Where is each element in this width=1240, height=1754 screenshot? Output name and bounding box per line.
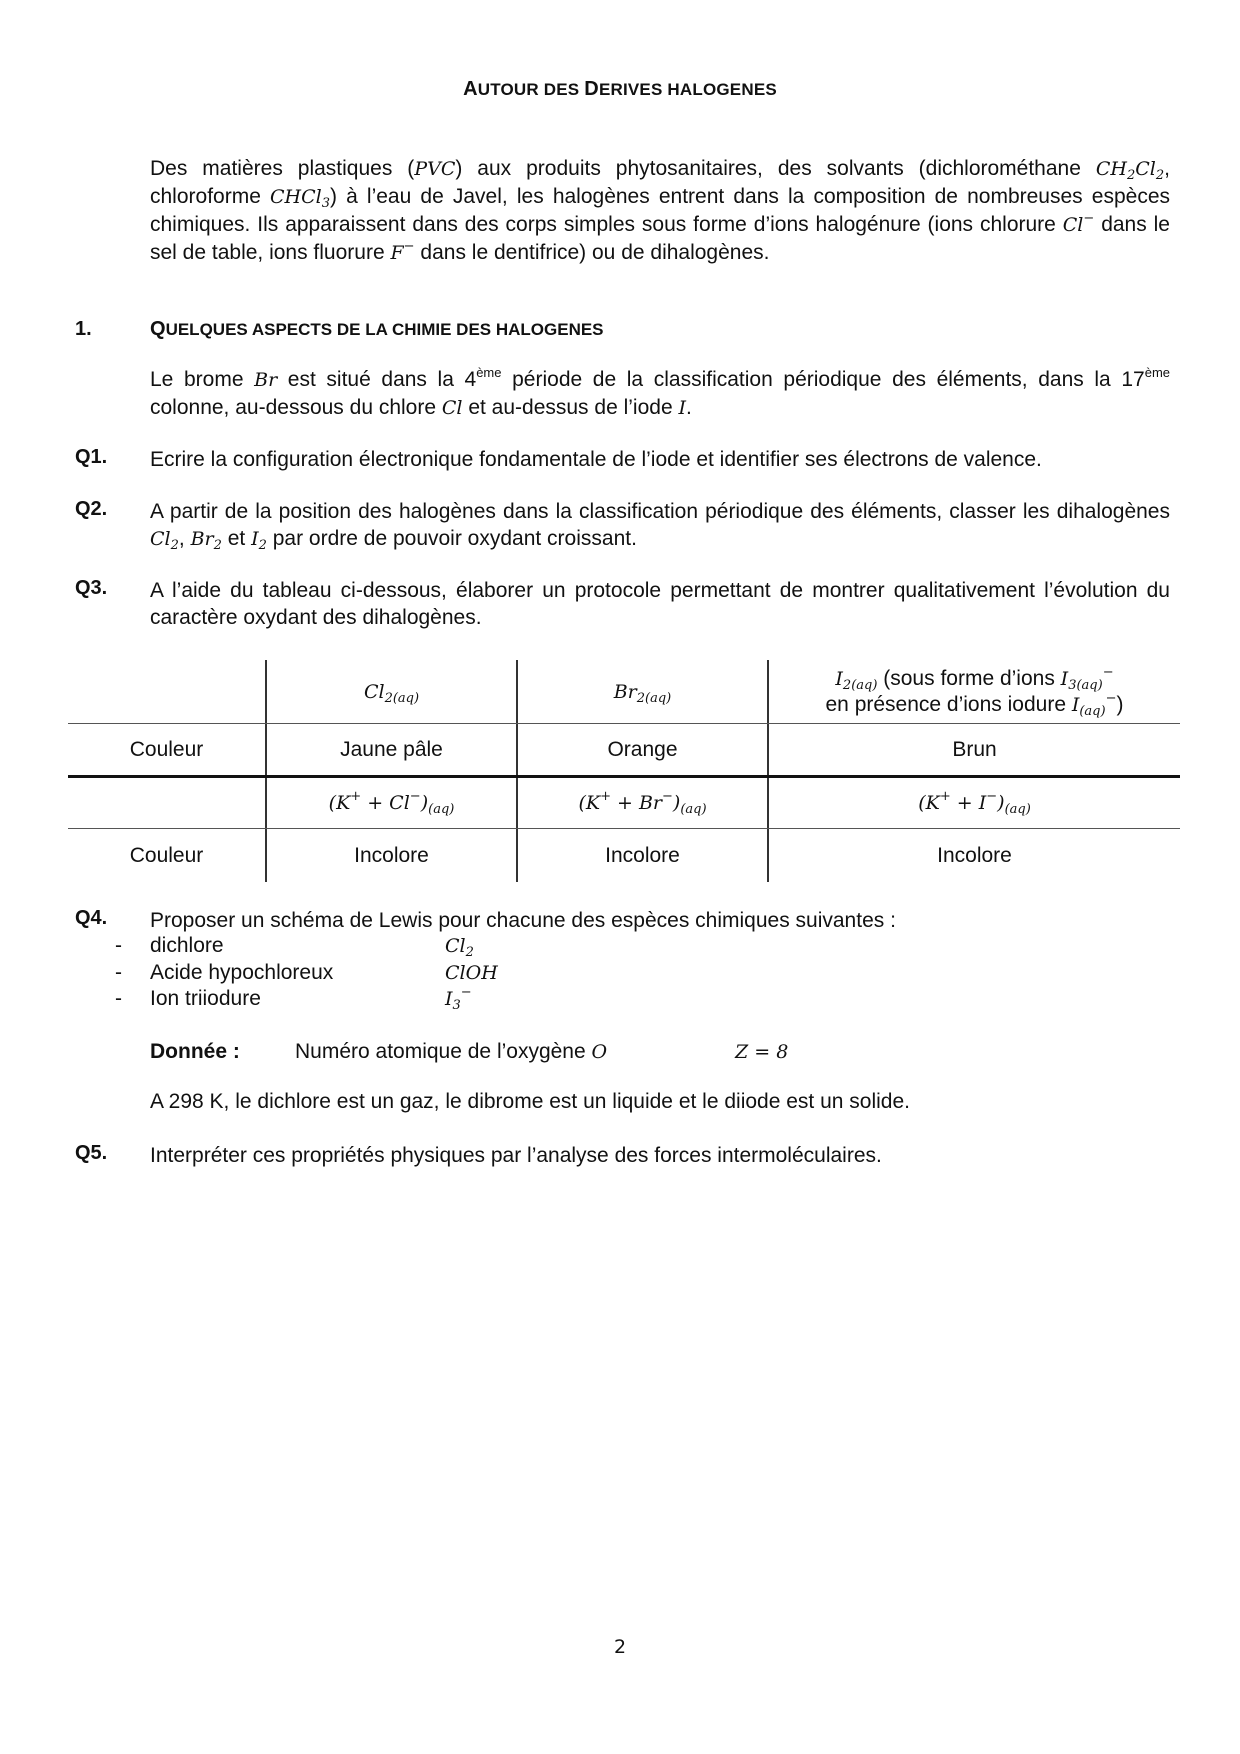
ion-kbr: $(K^+ + Br^-)_{(aq)}$ xyxy=(578,789,707,817)
row1-cl2-colour: Jaune pâle xyxy=(340,737,443,761)
intro-paragraph: Des matières plastiques (PVC) aux produits phytosanitaires, des solvants (dichlorométhane $CH_2Cl_2$, chloroforme CHCl$_3$) à l’eau de Javel, les halogènes entrent dans la composition de nombreuses espèces chimiques. Ils apparaissent dans des corps simples sous forme d’ions halogénure (ions chlorure Cl− dans le sel de table, ions fluorure F− dans le dentifrice) ou de dihalogènes. xyxy=(150,157,1171,264)
header-i2: $I_{2(aq)}$ (sous forme d’ions $I_{3(aq)}^-$ en présence d’ions iodure $I_{(aq)}^-$) xyxy=(825,664,1124,719)
q5-text: Interpréter ces propriétés physiques par l’analyse des forces intermoléculaires. xyxy=(150,1144,882,1167)
section-number: 1. xyxy=(75,318,92,340)
page-number: 2 xyxy=(613,1636,627,1658)
q2-number: Q2. xyxy=(75,498,108,520)
header-cl2: $Cl_{2(aq)}$ xyxy=(363,680,420,706)
section-title: QUELQUES ASPECTS DE LA CHIMIE DES HALOGENES xyxy=(150,318,604,340)
q4-text: Proposer un schéma de Lewis pour chacune des espèces chimiques suivantes : xyxy=(150,909,896,932)
donnee-text: Numéro atomique de l’oxygène O xyxy=(295,1040,608,1063)
brome-paragraph: Le brome Br est situé dans la 4ème période de la classification périodique des éléments, dans la 17ème colonne, au-dessous du chlore Cl et au-dessus de l’iode I. xyxy=(150,365,1171,419)
q2-text: A partir de la position des halogènes dans la classification périodique des éléments, classer les dihalogènes $Cl_2$, $Br_2$ et $I_2$ par ordre de pouvoir oxydant croissant. xyxy=(150,500,1170,553)
page-title: AUTOUR DES DERIVES HALOGENES xyxy=(463,78,777,100)
row3-ki-colour: Incolore xyxy=(937,843,1012,867)
row3-label: Couleur xyxy=(129,843,204,867)
row3-kcl-colour: Incolore xyxy=(354,843,429,867)
states-text: A 298 K, le dichlore est un gaz, le dibrome est un liquide et le diiode est un solide. xyxy=(150,1090,910,1113)
atomic-number: Z = 8 xyxy=(735,1041,789,1063)
row1-i2-colour: Brun xyxy=(952,737,997,761)
header-br2: $Br_{2(aq)}$ xyxy=(613,680,672,706)
q5-number: Q5. xyxy=(75,1142,108,1164)
q1-text: Ecrire la configuration électronique fondamentale de l’iode et identifier ses électrons de valence. xyxy=(150,448,1042,471)
row3-kbr-colour: Incolore xyxy=(605,843,680,867)
q4-number: Q4. xyxy=(75,907,108,929)
ion-ki: $(K^+ + I^-)_{(aq)}$ xyxy=(918,789,1031,817)
row1-label: Couleur xyxy=(129,737,204,761)
halogen-colour-table xyxy=(68,660,1180,882)
q1-number: Q1. xyxy=(75,446,108,468)
row1-br2-colour: Orange xyxy=(607,737,678,761)
donnee-label: Donnée : xyxy=(150,1040,240,1063)
q3-number: Q3. xyxy=(75,577,108,599)
q3-text: A l’aide du tableau ci-dessous, élaborer un protocole permettant de montrer qualitativement l’évolution du caractère oxydant des dihalogènes. xyxy=(150,579,1170,629)
ion-kcl: $(K^+ + Cl^-)_{(aq)}$ xyxy=(328,789,455,817)
